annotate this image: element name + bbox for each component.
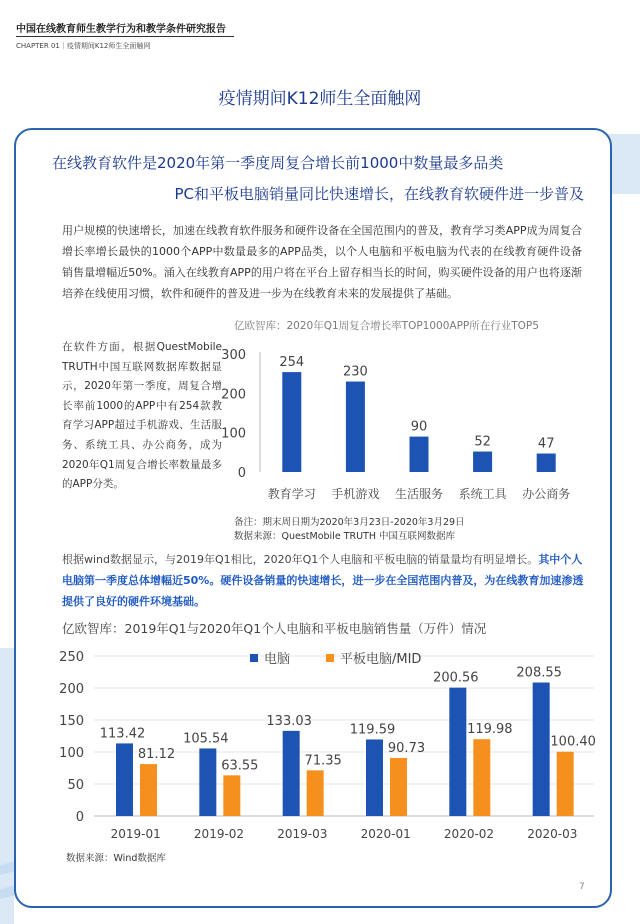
page-number: 7 bbox=[579, 882, 585, 892]
software-paragraph: 在软件方面，根据QuestMobile TRUTH中国互联网数据库数据显示，2020年第一季度，周复合增长率前1000的APP中有254款教育学习APP超过手机游戏、生活服务、系统工具、办公商务，成为2020年Q1周复合增长率数量最多的APP分类。 bbox=[62, 341, 222, 491]
bar bbox=[449, 688, 466, 816]
bar-value-label: 100.40 bbox=[550, 734, 596, 750]
bar bbox=[366, 739, 383, 816]
chart2-title: 亿欧智库：2019年Q1与2020年Q1个人电脑和平板电脑销售量（万件）情况 bbox=[62, 621, 487, 636]
x-tick-label: 系统工具 bbox=[458, 487, 507, 501]
chart2-source: 数据来源：Wind数据库 bbox=[66, 853, 166, 864]
bar-value-label: 133.03 bbox=[266, 713, 312, 729]
y-tick-label: 100 bbox=[221, 426, 246, 442]
app-category-bar-chart bbox=[218, 338, 588, 510]
legend-swatch bbox=[326, 654, 334, 662]
pc-tablet-sales-bar-chart bbox=[44, 636, 600, 846]
bar-value-label: 200.56 bbox=[433, 670, 479, 686]
bar-value-label: 71.35 bbox=[304, 753, 342, 769]
bar bbox=[283, 731, 300, 816]
y-tick-label: 0 bbox=[75, 810, 84, 825]
y-tick-label: 0 bbox=[237, 466, 246, 481]
legend-swatch bbox=[250, 654, 258, 662]
bar bbox=[199, 748, 216, 816]
bar bbox=[116, 743, 133, 816]
y-tick-label: 200 bbox=[59, 682, 84, 697]
y-tick-label: 150 bbox=[59, 714, 84, 729]
bar-value-label: 52 bbox=[474, 434, 491, 450]
page-title: 疫情期间K12师生全面触网 bbox=[218, 89, 422, 109]
chart1-title: 亿欧智库：2020年Q1周复合增长率TOP1000APP所在行业TOP5 bbox=[234, 320, 539, 332]
bar-value-label: 230 bbox=[342, 364, 368, 380]
chart1-note: 备注：期末周日期为2020年3月23日-2020年3月29日 bbox=[234, 517, 465, 528]
bar bbox=[223, 775, 240, 816]
x-tick-label: 2020-01 bbox=[360, 827, 411, 841]
bar bbox=[473, 452, 492, 472]
bar bbox=[557, 752, 574, 816]
bar bbox=[307, 770, 324, 816]
x-tick-label: 2019-03 bbox=[277, 827, 328, 841]
x-tick-label: 手机游戏 bbox=[331, 487, 380, 501]
bar bbox=[282, 372, 301, 472]
y-tick-label: 200 bbox=[221, 387, 246, 403]
header-divider bbox=[16, 36, 234, 37]
bar-value-label: 119.59 bbox=[349, 722, 396, 738]
chart1-source: 数据来源：QuestMobile TRUTH 中国互联网数据库 bbox=[234, 531, 456, 542]
y-tick-label: 300 bbox=[221, 348, 246, 363]
bar bbox=[346, 382, 365, 472]
bar-value-label: 90.73 bbox=[387, 740, 426, 756]
bar bbox=[473, 739, 490, 816]
report-title: 中国在线教育师生教学行为和教学条件研究报告 bbox=[16, 24, 226, 35]
bar-value-label: 113.42 bbox=[99, 726, 146, 742]
x-tick-label: 2020-02 bbox=[443, 827, 495, 841]
bar bbox=[533, 683, 550, 816]
bar bbox=[390, 758, 407, 816]
bar-value-label: 63.55 bbox=[221, 758, 259, 774]
hardware-paragraph-normal: 根据wind数据显示，与2019年Q1相比，2020年Q1个人电脑和平板电脑的销量量均有明显增长。 bbox=[62, 553, 539, 566]
x-tick-label: 教育学习 bbox=[267, 487, 316, 501]
x-tick-label: 2020-03 bbox=[527, 827, 578, 841]
bar-value-label: 254 bbox=[279, 355, 305, 371]
y-tick-label: 100 bbox=[59, 746, 84, 761]
bar-value-label: 119.98 bbox=[467, 722, 513, 738]
x-tick-label: 办公商务 bbox=[522, 487, 571, 501]
x-tick-label: 生活服务 bbox=[394, 487, 444, 501]
x-tick-label: 2019-02 bbox=[193, 827, 245, 841]
section-heading-software: 在线教育软件是2020年第一季度周复合增长前1000中数量最多品类 bbox=[52, 154, 504, 172]
y-tick-label: 250 bbox=[59, 650, 84, 665]
hardware-paragraph bbox=[62, 549, 584, 612]
intro-paragraph: 用户规模的快速增长，加速在线教育软件服务和硬件设备在全国范围内的普及，教育学习类APP成为周复合增长率增长最快的1000个APP中数量最多的APP品类，以个人电脑和平板电脑为代表的在线教育硬件设备销售量增幅近50%。涌入在线教育APP的用户将在平台上留存相当长的时间，购买硬件设备的用户也将逐渐培养在线使用习惯，软件和硬件的普及进一步为在线教育未来的发展提供了基础。 bbox=[62, 224, 582, 300]
bar bbox=[537, 454, 556, 472]
bar-value-label: 81.12 bbox=[137, 747, 176, 763]
y-tick-label: 50 bbox=[67, 778, 84, 793]
bar-value-label: 105.54 bbox=[183, 731, 229, 747]
legend-label: 电脑 bbox=[264, 652, 291, 667]
bar bbox=[140, 764, 157, 816]
section-heading-hardware: PC和平板电脑销量同比快速增长，在线教育软硬件进一步普及 bbox=[174, 185, 584, 203]
hardware-paragraph-highlight: 其中个人电脑第一季度总体增幅近50%。硬件设备销量的快速增长，进一步在全国范围内普及，为在线教育加速渗透提供了良好的硬件环境基础。 bbox=[62, 553, 584, 608]
bar-value-label: 208.55 bbox=[516, 665, 562, 681]
decorative-block-left bbox=[0, 648, 14, 924]
legend-label: 平板电脑/MID bbox=[340, 652, 422, 667]
x-tick-label: 2019-01 bbox=[110, 827, 161, 841]
bar-value-label: 47 bbox=[537, 436, 555, 452]
bar-value-label: 90 bbox=[410, 419, 428, 435]
chapter-label: CHAPTER 01｜疫情期间K12师生全面触网 bbox=[16, 42, 151, 50]
bar bbox=[410, 437, 429, 472]
